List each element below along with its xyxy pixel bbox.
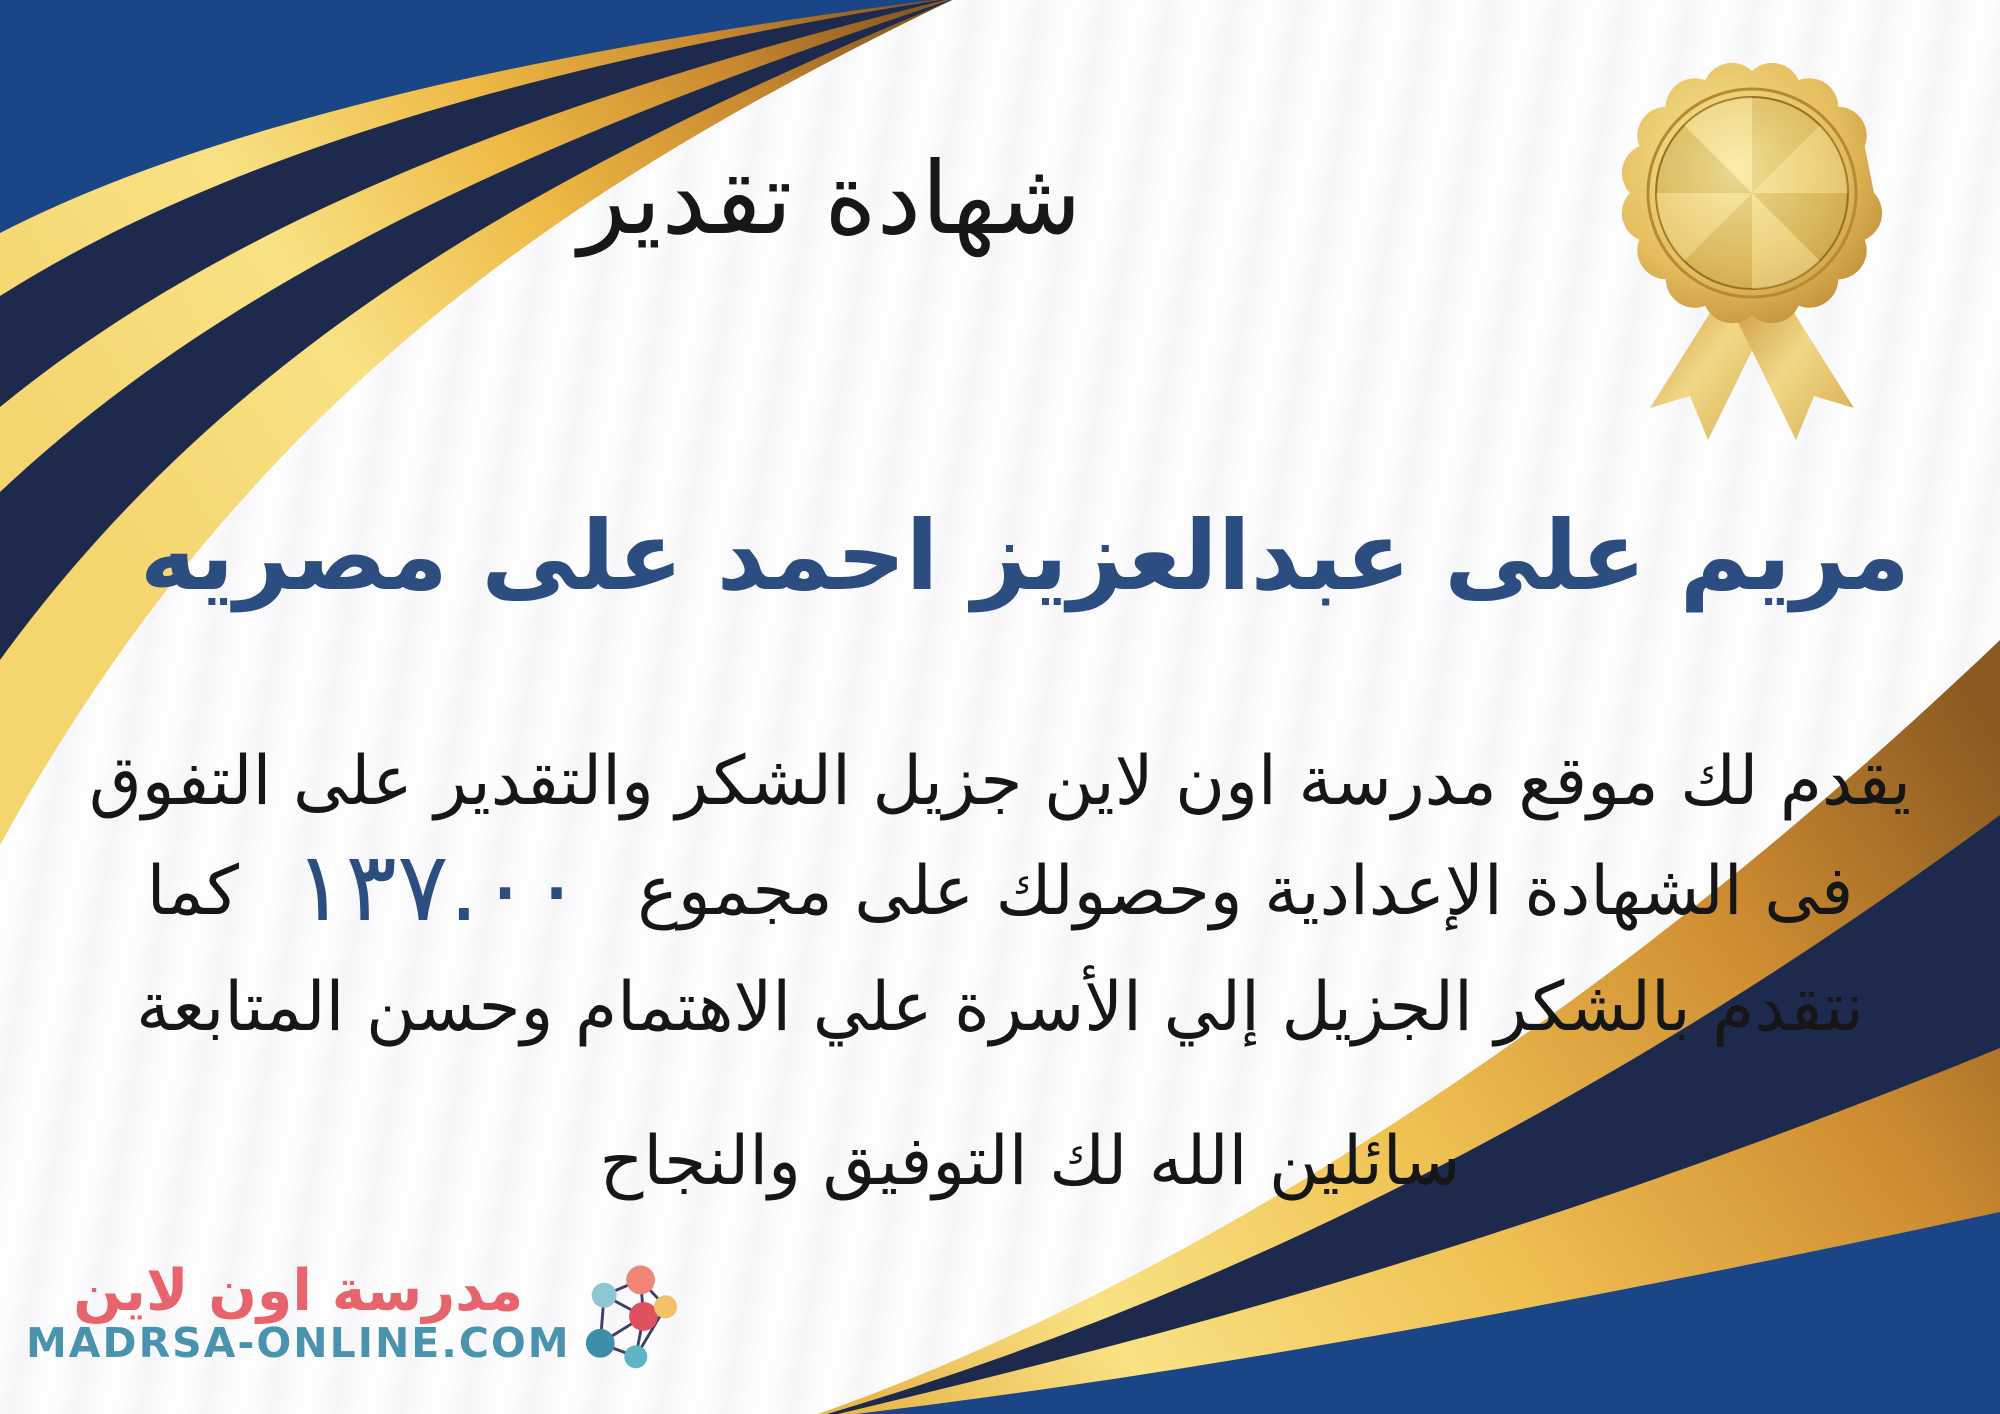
recipient-name: مريم على عبدالعزيز احمد على مصريه <box>139 500 1911 612</box>
body-line-1: يقدم لك موقع مدرسة اون لاين جزيل الشكر والتقدير على التفوق <box>88 742 1912 821</box>
top-left-swoosh <box>0 0 952 845</box>
body-line-2-prefix: فى الشهادة الإعدادية وحصولك على مجموع <box>637 852 1854 931</box>
certificate-title: شهادة تقدير <box>578 140 1082 257</box>
site-name-arabic: مدرسة اون لاين <box>73 1257 524 1324</box>
medal-rosette <box>1622 63 1882 323</box>
site-logo-text <box>26 1257 571 1368</box>
body-line-2 <box>30 831 1970 943</box>
gold-medal-icon <box>1602 48 1902 448</box>
network-molecule-logo-icon <box>583 1258 679 1370</box>
body-line-2-suffix: كما <box>146 852 239 931</box>
closing-line: سائلين الله لك التوفيق والنجاح <box>599 1122 1461 1201</box>
body-line-3: نتقدم بالشكر الجزيل إلي الأسرة علي الاهتمام وحسن المتابعة <box>136 968 1864 1047</box>
score-value: ١٣٧.٠٠ <box>293 831 583 943</box>
site-domain: MADRSA-ONLINE.COM <box>26 1319 571 1368</box>
site-logo <box>26 1258 679 1370</box>
